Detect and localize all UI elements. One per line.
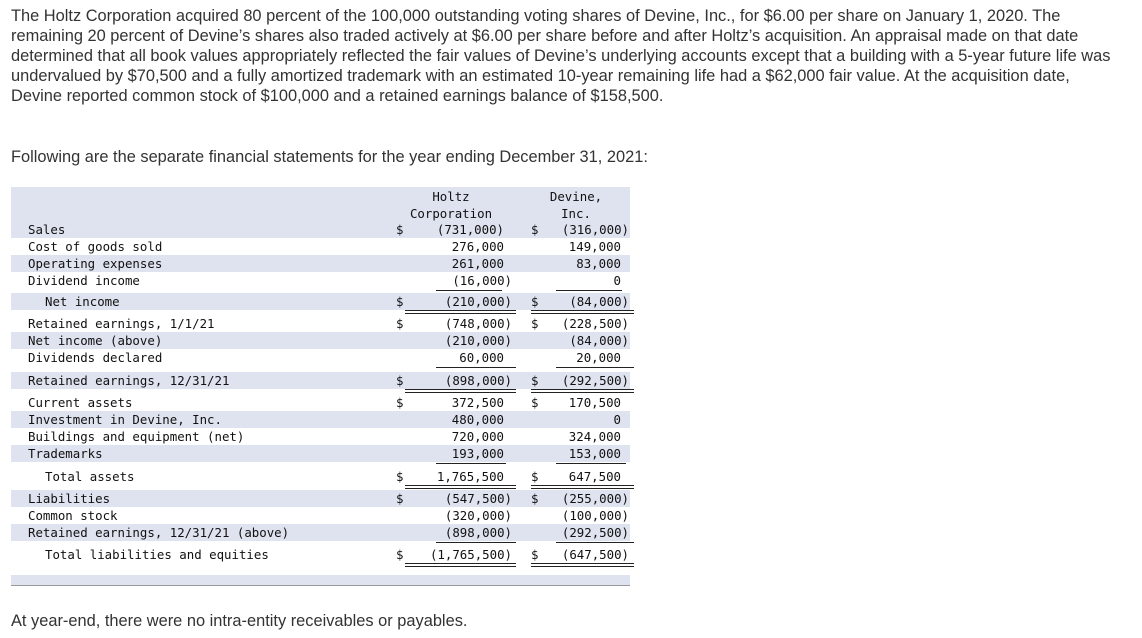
row-liabilities [11, 490, 630, 507]
holtz-value: (1,765,500) [429, 547, 512, 562]
row-cogs [11, 238, 630, 255]
holtz-value: (898,000) [444, 525, 512, 540]
holtz-value: (547,500) [444, 491, 512, 506]
row-common-stock [11, 507, 630, 524]
dollar-sign: $ [531, 395, 539, 410]
underline [556, 463, 626, 464]
underline [436, 367, 516, 368]
underline [556, 367, 634, 368]
row-label: Dividend income [28, 273, 140, 288]
devine-value: (84,000) [569, 294, 629, 309]
devine-value: 20,000 [576, 350, 621, 365]
devine-value: (292,500) [561, 525, 629, 540]
dollar-sign: $ [531, 316, 539, 331]
row-label: Total liabilities and equities [45, 547, 269, 562]
holtz-value: 480,000 [451, 412, 504, 427]
underline [556, 290, 622, 291]
row-label: Common stock [28, 508, 118, 523]
holtz-value: (898,000) [444, 373, 512, 388]
col-header-holtz [403, 188, 499, 222]
double-underline [405, 389, 516, 393]
row-label: Net income (above) [28, 333, 163, 348]
row-label: Buildings and equipment (net) [28, 429, 245, 444]
holtz-value: (731,000) [436, 222, 504, 237]
dollar-sign: $ [396, 491, 404, 506]
row-label: Retained earnings, 12/31/21 [28, 373, 230, 388]
row-label: Cost of goods sold [28, 239, 163, 254]
dollar-sign: $ [396, 222, 404, 237]
row-trademarks [11, 445, 630, 462]
dollar-sign: $ [531, 222, 539, 237]
underline [436, 542, 516, 543]
devine-value: 153,000 [568, 446, 621, 461]
devine-value: (84,000) [569, 333, 629, 348]
double-underline [405, 310, 516, 314]
row-label: Trademarks [28, 446, 103, 461]
row-net-income-above [11, 332, 630, 349]
holtz-value: (210,000) [444, 333, 512, 348]
dollar-sign: $ [531, 373, 539, 388]
double-underline [531, 310, 634, 314]
dollar-sign: $ [396, 469, 404, 484]
row-sales [11, 221, 630, 238]
intro-paragraph: The Holtz Corporation acquired 80 percent of the 100,000 outstanding voting shares of Devine, Inc., for $6.00 per share on January 1, 2020. The remaining 20 percent of Devine’s shares also traded actively at $6.00 per share before and after Holtz’s acquisition. An appraisal made on that date determined that all book values appropriately reflected the fair values of Devine’s underlying accounts except that a building with a 5-year future life was undervalued by $70,500 and a fully amortized trademark with an estimated 10-year remaining life had a $62,000 fair value. At the acquisition date, Devine reported common stock of $100,000 and a retained earnings balance of $158,500. [11, 7, 1111, 105]
underline [436, 290, 502, 291]
row-re-above [11, 524, 630, 541]
row-total-assets [11, 468, 630, 485]
row-buildings [11, 428, 630, 445]
col-header-line: Corporation [409, 206, 493, 221]
row-net-income [11, 293, 630, 310]
underline [436, 463, 506, 464]
double-underline [531, 485, 634, 489]
holtz-value: 276,000 [451, 239, 504, 254]
dollar-sign: $ [396, 294, 404, 309]
dollar-sign: $ [396, 316, 404, 331]
holtz-value: (748,000) [444, 316, 512, 331]
underline [556, 542, 634, 543]
devine-value: (255,000) [561, 491, 629, 506]
holtz-value: 1,765,500 [436, 469, 504, 484]
devine-value: 0 [613, 273, 621, 288]
row-label: Retained earnings, 1/1/21 [28, 316, 215, 331]
holtz-value: 261,000 [451, 256, 504, 271]
col-header-line: Holtz [432, 189, 470, 204]
row-label: Investment in Devine, Inc. [28, 412, 222, 427]
dollar-sign: $ [531, 294, 539, 309]
holtz-value: 193,000 [451, 446, 504, 461]
col-header-line: Inc. [561, 206, 591, 221]
devine-value: (228,500) [561, 316, 629, 331]
devine-value: 324,000 [568, 429, 621, 444]
col-header-devine [528, 188, 624, 222]
devine-value: 170,500 [568, 395, 621, 410]
row-label: Operating expenses [28, 256, 163, 271]
row-label: Current assets [28, 395, 133, 410]
holtz-value: (210,000) [444, 294, 512, 309]
closing-sentence: At year-end, there were no intra-entity receivables or payables. [11, 612, 468, 630]
double-underline [405, 563, 516, 567]
row-re-beginning [11, 315, 630, 332]
devine-value: 83,000 [576, 256, 621, 271]
holtz-value: 720,000 [451, 429, 504, 444]
devine-value: (292,500) [561, 373, 629, 388]
row-label: Retained earnings, 12/31/21 (above) [28, 525, 290, 540]
row-label: Net income [45, 294, 120, 309]
row-dividend-income [11, 272, 630, 289]
holtz-value: 372,500 [451, 395, 504, 410]
row-dividends-declared [11, 349, 630, 366]
dollar-sign: $ [531, 547, 539, 562]
dollar-sign: $ [396, 547, 404, 562]
row-label: Dividends declared [28, 350, 163, 365]
dollar-sign: $ [531, 491, 539, 506]
devine-value: 149,000 [568, 239, 621, 254]
devine-value: (100,000) [561, 508, 629, 523]
double-underline [531, 389, 634, 393]
dollar-sign: $ [531, 469, 539, 484]
devine-value: (316,000) [561, 222, 629, 237]
double-underline [531, 563, 634, 567]
devine-value: 0 [613, 412, 621, 427]
dollar-sign: $ [396, 373, 404, 388]
row-investment [11, 411, 630, 428]
double-underline [405, 485, 516, 489]
row-label: Liabilities [28, 491, 111, 506]
holtz-value: (320,000) [444, 508, 512, 523]
row-label: Sales [28, 222, 66, 237]
lead-sentence: Following are the separate financial statements for the year ending December 31, 2021: [11, 148, 648, 166]
row-opex [11, 255, 630, 272]
row-label: Total assets [45, 469, 135, 484]
row-current-assets [11, 394, 630, 411]
dollar-sign: $ [396, 395, 404, 410]
devine-value: 647,500 [568, 469, 621, 484]
devine-value: (647,500) [561, 547, 629, 562]
row-re-ending [11, 372, 630, 389]
holtz-value: 60,000 [459, 350, 504, 365]
holtz-value: (16,000) [452, 273, 512, 288]
row-total-liab-equity [11, 546, 630, 563]
table-footer-band [11, 575, 630, 586]
col-header-line: Devine, [549, 189, 603, 204]
